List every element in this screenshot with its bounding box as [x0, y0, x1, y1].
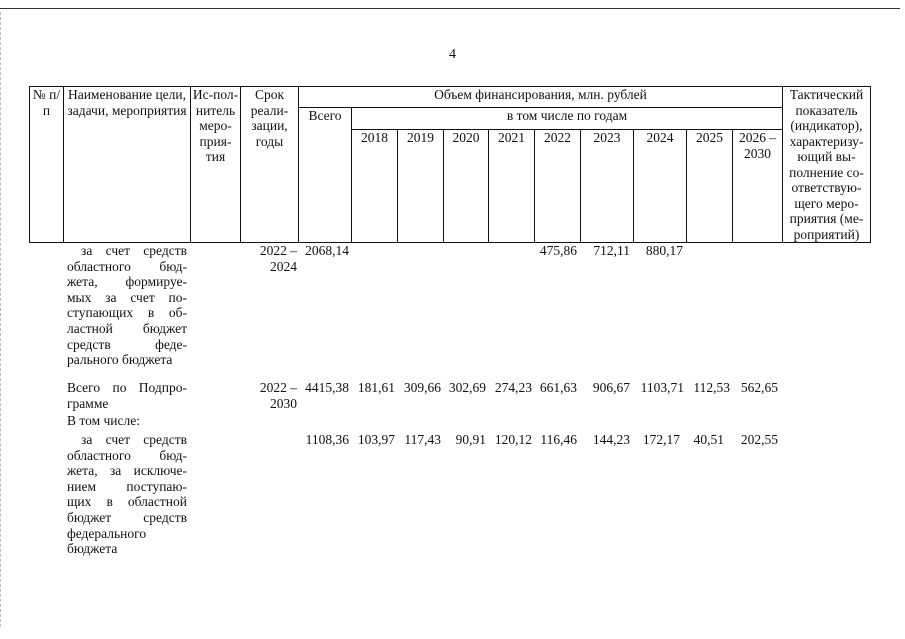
header-executor: Ис-пол-нитель меро-прия-тия: [191, 87, 241, 243]
header-year: 2026 – 2030: [733, 130, 783, 243]
row-total: 2068,14: [305, 243, 349, 258]
row-value: 120,12: [494, 432, 532, 447]
row-value: 40,51: [693, 432, 724, 447]
row-term: 2022 – 2030: [259, 380, 297, 411]
row-value: 202,55: [740, 432, 778, 447]
header-volume: Объем финансирования, млн. рублей: [299, 87, 783, 108]
header-year: 2024: [634, 130, 687, 243]
header-year: 2019: [398, 130, 444, 243]
page-top-edge: [0, 8, 900, 9]
row-value: 103,97: [357, 432, 395, 447]
row-term: 2022 – 2024: [259, 243, 297, 274]
row-value: 880,17: [645, 243, 683, 258]
row-value: 712,11: [593, 243, 630, 258]
header-year: 2020: [444, 130, 489, 243]
row-value: 172,17: [642, 432, 680, 447]
row-name: В том числе:: [67, 413, 140, 428]
header-name: Наименование цели, задачи, мероприятия: [64, 87, 191, 243]
table-header: [29, 86, 871, 243]
header-year: 2025: [687, 130, 733, 243]
row-value: 475,86: [539, 243, 577, 258]
header-year: 2023: [581, 130, 634, 243]
header-year: 2018: [352, 130, 398, 243]
row-name: за счет средств областного бюд- жета, за исключе- нием поступаю- щих в областной бюджет средств федерального бюджета: [67, 432, 187, 557]
page-left-edge: [0, 12, 1, 627]
header-term: Срок реали-зации, годы: [241, 87, 299, 243]
header-by-years: в том числе по годам: [352, 108, 783, 130]
row-value: 116,46: [540, 432, 577, 447]
row-value: 302,69: [448, 380, 486, 395]
header-no: № п/п: [30, 87, 64, 243]
row-name: за счет средств областного бюд- жета, формируе- мых за счет по- ступающих в об- ластной бюджет средств феде- рального бюджета: [67, 243, 187, 368]
row-value: 906,67: [592, 380, 630, 395]
page-number: 4: [449, 47, 456, 62]
row-value: 562,65: [740, 380, 778, 395]
row-value: 112,53: [693, 380, 730, 395]
row-total: 1108,36: [305, 432, 349, 447]
header-total: Всего: [299, 108, 352, 243]
header-indicator: Тактический показатель (индикатор), характеризу-ющий вы-полнение со-ответствую-щего меро-приятия (ме-роприятий): [783, 87, 871, 243]
row-value: 90,91: [455, 432, 486, 447]
row-value: 181,61: [357, 380, 395, 395]
row-value: 309,66: [403, 380, 441, 395]
row-value: 144,23: [592, 432, 630, 447]
row-total: 4415,38: [305, 380, 349, 395]
header-year: 2022: [535, 130, 581, 243]
row-value: 1103,71: [640, 380, 684, 395]
row-value: 274,23: [494, 380, 532, 395]
row-value: 661,63: [539, 380, 577, 395]
row-name: Всего по Подпро- грамме: [67, 380, 187, 411]
header-year: 2021: [489, 130, 535, 243]
row-value: 117,43: [404, 432, 441, 447]
